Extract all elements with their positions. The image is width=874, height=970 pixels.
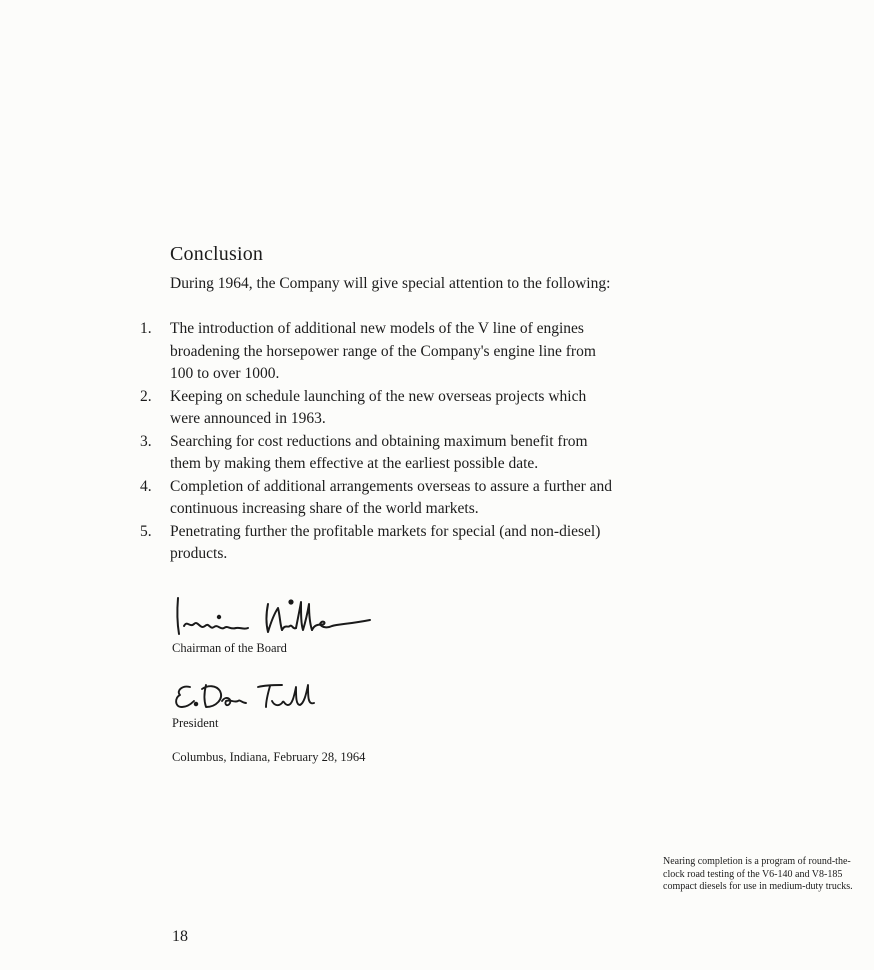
place-and-date: Columbus, Indiana, February 28, 1964 xyxy=(172,750,366,764)
priorities-list xyxy=(140,318,620,566)
list-item xyxy=(140,431,620,476)
list-item xyxy=(140,318,620,386)
list-item-text: The introduction of additional new models of the V line of engines broadening the horsepower range of the Company's engine line from 100 to over 1000. xyxy=(170,320,596,382)
list-item-text: Keeping on schedule launching of the new overseas projects which were announced in 1963. xyxy=(170,387,587,427)
chairman-signature xyxy=(172,590,382,642)
list-item-number: 3. xyxy=(140,432,152,450)
list-item-number: 2. xyxy=(140,387,152,405)
section-heading: Conclusion xyxy=(170,243,264,265)
chairman-title: Chairman of the Board xyxy=(172,641,287,655)
list-item-number: 1. xyxy=(140,320,152,337)
list-item-text: Penetrating further the profitable markets for special (and non-diesel) products. xyxy=(170,522,601,562)
list-item xyxy=(140,386,620,431)
list-item xyxy=(140,521,620,566)
page-number: 18 xyxy=(172,928,188,945)
intro-paragraph: During 1964, the Company will give special attention to the following: xyxy=(170,275,611,292)
list-item xyxy=(140,476,620,521)
list-item-number: 4. xyxy=(140,477,152,495)
list-item-text: Completion of additional arrangements overseas to assure a further and continuous increasing share of the world markets. xyxy=(170,477,613,517)
list-item-number: 5. xyxy=(140,522,152,540)
president-signature xyxy=(172,677,332,715)
photo-caption: Nearing completion is a program of round-the-clock road testing of the V6-140 and V8-185 compact diesels for use in medium-duty trucks. xyxy=(663,856,853,892)
president-title: President xyxy=(172,716,219,730)
list-item-text: Searching for cost reductions and obtaining maximum benefit from them by making them effective at the earliest possible date. xyxy=(170,432,588,472)
